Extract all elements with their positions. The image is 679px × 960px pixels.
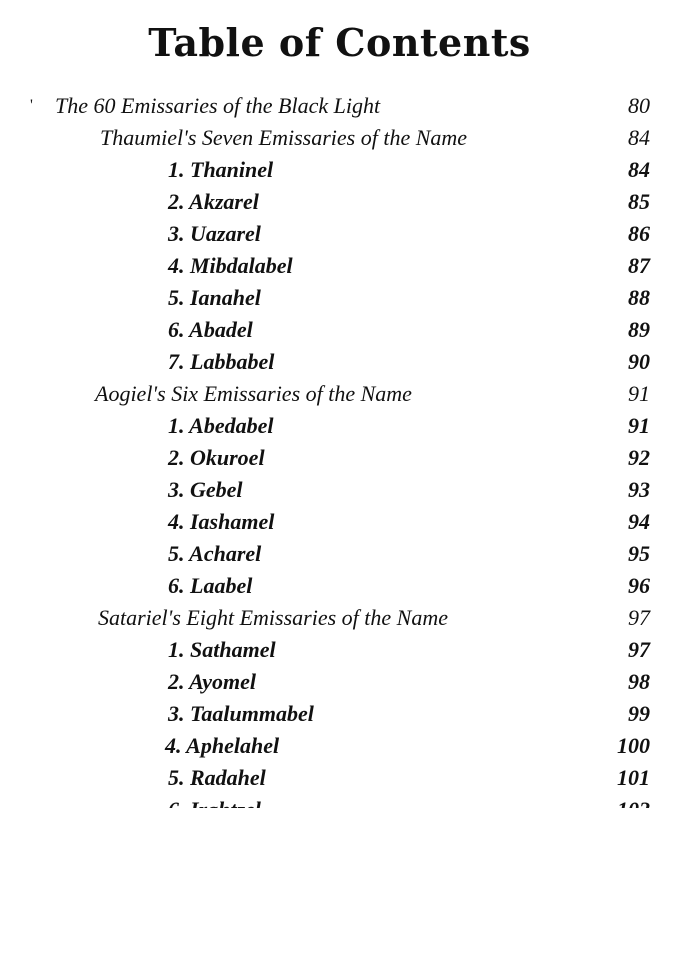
- toc-entry-text: 5. Acharel: [168, 541, 262, 566]
- stray-mark: ': [30, 97, 33, 114]
- toc-entry-section: [0, 122, 679, 154]
- toc-entry-item: [0, 634, 679, 666]
- toc-page-number: 89: [628, 317, 650, 342]
- toc-entry-text: Satariel's Eight Emissaries of the Name: [98, 605, 448, 630]
- toc-page-number: 95: [628, 541, 650, 566]
- toc-page-number: 93: [628, 477, 650, 502]
- toc-entry-text: 4. Iashamel: [168, 509, 275, 534]
- toc-page-number: 98: [628, 669, 650, 694]
- toc-entry-item: [0, 698, 679, 730]
- toc-entry-item: [0, 474, 679, 506]
- toc-page-number: 84: [628, 157, 650, 182]
- toc-entry-item: [0, 186, 679, 218]
- toc-entry-text: 6. Abadel: [168, 317, 253, 342]
- toc-entry-item: [0, 666, 679, 698]
- toc-entry-item: [0, 154, 679, 186]
- toc-entry-item: [0, 762, 679, 794]
- toc-entry-text: 7. Labbabel: [168, 349, 275, 374]
- toc-entry-text: 5. Radahel: [168, 765, 266, 790]
- toc-entry-part: [0, 90, 679, 122]
- toc-page-number: 97: [628, 637, 650, 662]
- toc-entry-item: [0, 538, 679, 570]
- toc-entry-item: [0, 570, 679, 602]
- toc-entry-text: 4. Mibdalabel: [168, 253, 293, 278]
- toc-entry-text: 3. Taalummabel: [168, 701, 314, 726]
- toc-entry-section: [0, 378, 679, 410]
- toc-entry-text: 2. Akzarel: [168, 189, 259, 214]
- toc-entry-text: Aogiel's Six Emissaries of the Name: [95, 381, 412, 406]
- toc-entry-item: [0, 506, 679, 538]
- toc-entry-text: 1. Abedabel: [168, 413, 274, 438]
- toc-page-number: 87: [628, 253, 650, 278]
- toc-entry-item: [0, 730, 679, 762]
- toc-entry-item: [0, 314, 679, 346]
- toc-page-number: 99: [628, 701, 650, 726]
- toc-page-number: 84: [628, 125, 650, 150]
- toc-page-number: 96: [628, 573, 650, 598]
- toc-entry-section: [0, 602, 679, 634]
- toc-page-number: 85: [628, 189, 650, 214]
- toc-page-number: 88: [628, 285, 650, 310]
- toc-entry-item: [0, 346, 679, 378]
- table-of-contents: [0, 88, 679, 808]
- toc-page-number: 97: [628, 605, 650, 630]
- toc-entry-text: 2. Okuroel: [168, 445, 265, 470]
- toc-entry-item: [0, 410, 679, 442]
- toc-entry-text: 6. Laabel: [168, 573, 253, 598]
- toc-entry-item: [0, 250, 679, 282]
- toc-entry-item: [0, 442, 679, 474]
- toc-entry-text: 2. Ayomel: [168, 669, 256, 694]
- toc-page-number: 101: [617, 765, 650, 790]
- toc-entry-item: [0, 218, 679, 250]
- blank-page-area: [0, 808, 679, 960]
- toc-page-number: 80: [628, 93, 650, 118]
- toc-page-number: 92: [628, 445, 650, 470]
- toc-page-number: 91: [628, 381, 650, 406]
- toc-page-number: 100: [617, 733, 650, 758]
- toc-entry-text: 3. Gebel: [168, 477, 243, 502]
- toc-page-number: 94: [628, 509, 650, 534]
- toc-entry-text: 3. Uazarel: [168, 221, 261, 246]
- toc-page-number: 86: [628, 221, 650, 246]
- toc-entry-text: 5. Ianahel: [168, 285, 261, 310]
- toc-page-number: 90: [628, 349, 650, 374]
- page-title: Table of Contents: [148, 20, 531, 65]
- toc-entry-text: 1. Thaninel: [168, 157, 274, 182]
- toc-entry-text: Thaumiel's Seven Emissaries of the Name: [100, 125, 468, 150]
- toc-page-number: 91: [628, 413, 650, 438]
- toc-entry-text: 1. Sathamel: [168, 637, 276, 662]
- toc-entry-text: 4. Aphelahel: [165, 733, 280, 758]
- toc-entry-text: The 60 Emissaries of the Black Light: [55, 93, 381, 118]
- toc-entry-item: [0, 282, 679, 314]
